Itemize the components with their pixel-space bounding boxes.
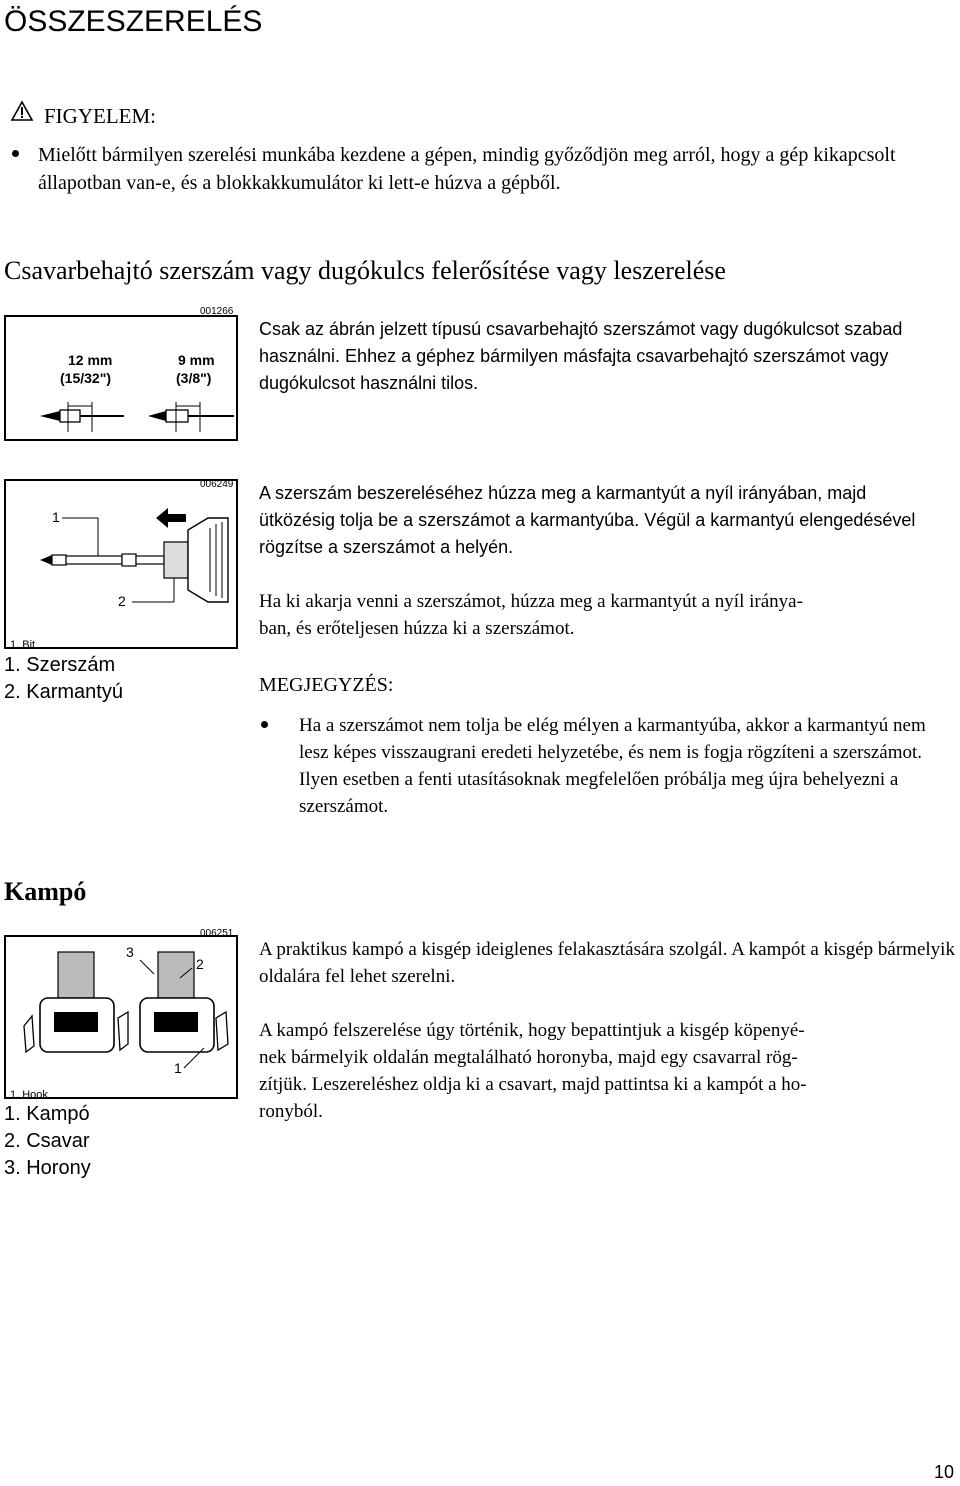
paragraph-line: zítjük. Leszereléshez oldja ki a csavart, majd pattintsa ki a kampót a ho-	[259, 1074, 807, 1095]
legend-item: 1. Kampó	[4, 1103, 90, 1125]
callout-1: 1	[174, 1060, 182, 1076]
paragraph-install: A szerszám beszereléséhez húzza meg a karmantyút a nyíl irányában, majd ütközésig tolja be a szerszámot a karmantyúba. Végül a karmantyú elengedésével rögzítse a szerszámot a helyén.	[259, 483, 916, 557]
section-heading: Csavarbehajtó szerszám vagy dugókulcs felerősítése vagy leszerelése	[4, 256, 726, 285]
legend-item: 1. Szerszám	[4, 654, 116, 676]
paragraph-remove	[259, 588, 959, 642]
dim-left: 12 mm	[68, 352, 113, 368]
legend-item: 3. Horony	[4, 1157, 91, 1179]
warning-label: FIGYELEM:	[44, 104, 156, 128]
callout-3: 3	[126, 944, 134, 960]
figure-bit-install	[4, 472, 240, 650]
figure-code: 001266	[200, 306, 234, 317]
page-number: 10	[934, 1462, 955, 1482]
paragraph-hook-install	[259, 1017, 959, 1125]
paragraph-bit-types: Csak az ábrán jelzett típusú csavarbehajtó szerszámot vagy dugókulcsot szabad használni. Ehhez a géphez bármilyen másfajta csavarbehajtó szerszámot vagy dugókulcsot használni tilos.	[259, 319, 903, 393]
figure-hook	[4, 928, 240, 1100]
legend-item: 2. Csavar	[4, 1130, 90, 1152]
figure-code: 006249	[200, 479, 234, 490]
bullet-dot	[261, 721, 268, 728]
bullet-dot	[12, 150, 19, 157]
paragraph-line: A kampó felszerelése úgy történik, hogy bepattintjuk a kisgép köpenyé-	[259, 1020, 805, 1041]
figure-legend	[4, 1101, 91, 1182]
section-heading: Kampó	[4, 877, 87, 906]
figure-code: 006251	[200, 928, 234, 939]
figure-cut-label: 1. Hook	[10, 1090, 48, 1098]
paragraph-hook-purpose: A praktikus kampó a kisgép ideiglenes felakasztására szolgál. A kampót a kisgép bármelyik oldalára fel lehet szerelni.	[259, 939, 955, 987]
figure-bit-dimensions	[4, 308, 240, 442]
dim-left-inch: (15/32")	[60, 370, 111, 386]
figure-legend	[4, 652, 123, 706]
dim-right-inch: (3/8")	[176, 370, 212, 386]
note-label: MEGJEGYZÉS:	[259, 674, 394, 696]
dim-right: 9 mm	[178, 352, 215, 368]
note-text: Ha a szerszámot nem tolja be elég mélyen a karmantyúba, akkor a karmantyú nem lesz képes visszaugrani eredeti helyzetébe, és nem is fogja rögzíteni a szerszámot. Ilyen esetben a fenti utasításoknak megfelelően próbálja meg újra behelyezni a szerszámot.	[299, 715, 926, 817]
paragraph-line: ronyból.	[259, 1101, 323, 1122]
paragraph-remove-line: ban, és erőteljesen húzza ki a szerszámot.	[259, 618, 575, 639]
page-title: ÖSSZESZERELÉS	[4, 5, 263, 38]
callout-2: 2	[196, 956, 204, 972]
figure-cut-label: 1. Bit	[10, 640, 36, 648]
legend-item: 2. Karmantyú	[4, 681, 123, 703]
callout-2: 2	[118, 593, 126, 609]
warning-text: Mielőtt bármilyen szerelési munkába kezdene a gépen, mindig győződjön meg arról, hogy a gép kikapcsolt állapotban van-e, és a blokkakkumulátor ki lett-e húzva a gépből.	[38, 144, 896, 194]
paragraph-remove-line: Ha ki akarja venni a szerszámot, húzza meg a karmantyút a nyíl iránya-	[259, 591, 803, 612]
callout-1: 1	[52, 509, 60, 525]
warning-icon	[10, 100, 34, 127]
paragraph-line: nek bármelyik oldalán megtalálható horonyba, majd egy csavarral rög-	[259, 1047, 798, 1068]
